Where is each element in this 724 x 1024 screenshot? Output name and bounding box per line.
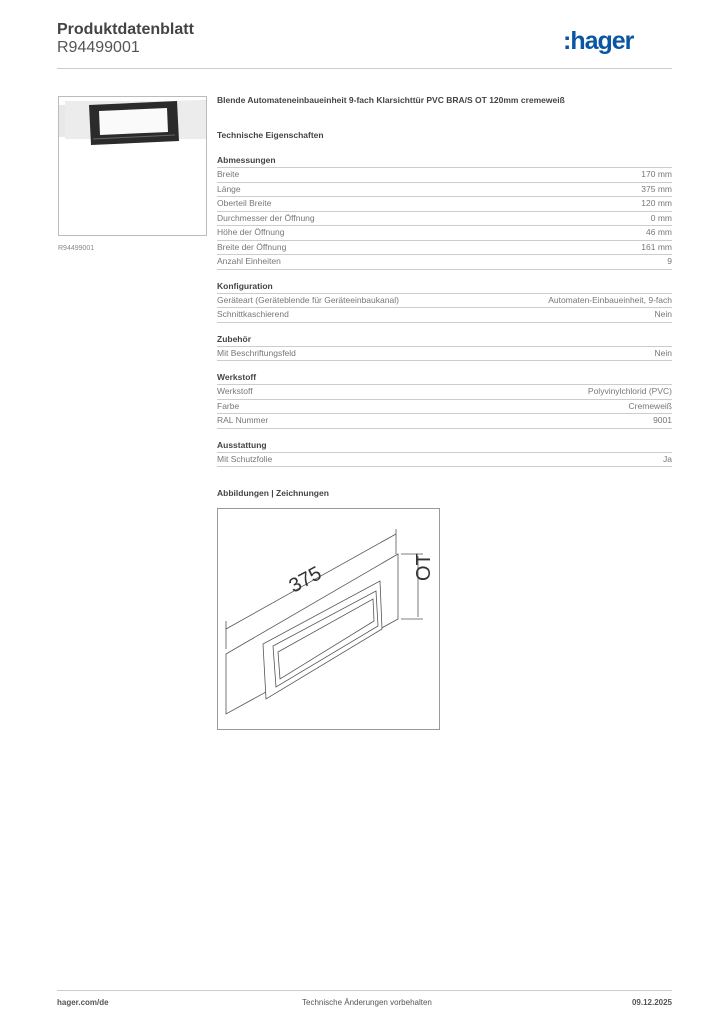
property-row [217, 453, 672, 468]
property-row [217, 183, 672, 198]
property-value: 46 mm [646, 227, 672, 237]
property-label: Geräteart (Geräteblende für Geräteeinbaukanal) [217, 294, 399, 305]
property-value: Cremeweiß [628, 400, 672, 411]
property-label: Werkstoff [217, 386, 253, 396]
property-row [217, 255, 672, 270]
section-heading: Konfiguration [217, 280, 672, 294]
section-heading: Werkstoff [217, 371, 672, 385]
footer-website[interactable]: hager.com/de [57, 998, 109, 1007]
property-label: Farbe [217, 400, 240, 411]
property-label: Breite [217, 169, 240, 179]
hager-logo: :hager [563, 27, 634, 55]
property-value: 170 mm [641, 169, 672, 179]
technical-drawing [217, 508, 440, 730]
section-zubehör [217, 333, 672, 362]
section-heading: Zubehör [217, 333, 672, 347]
property-value: 161 mm [641, 241, 672, 252]
property-label: Oberteil Breite [217, 198, 272, 208]
product-title: Blende Automateneinbaueinheit 9-fach Klarsichttür PVC BRA/S OT 120mm cremeweiß [217, 95, 565, 105]
property-label: Anzahl Einheiten [217, 256, 281, 266]
properties-panel [217, 95, 672, 498]
footer-divider [57, 990, 672, 991]
property-row [217, 197, 672, 212]
property-value: 120 mm [641, 198, 672, 208]
section-heading: Ausstattung [217, 439, 672, 453]
property-row [217, 308, 672, 323]
property-label: Höhe der Öffnung [217, 227, 285, 237]
property-row [217, 347, 672, 362]
property-value: Automaten-Einbaueinheit, 9-fach [548, 294, 672, 305]
property-row [217, 400, 672, 415]
page-title: Produktdatenblatt [57, 21, 194, 38]
property-row [217, 226, 672, 241]
product-code: R94499001 [57, 39, 140, 56]
property-label: Länge [217, 183, 241, 194]
property-label: RAL Nummer [217, 415, 269, 425]
property-row [217, 241, 672, 256]
property-value: 9 [667, 256, 672, 266]
property-value: Nein [654, 347, 672, 358]
product-photo [58, 96, 207, 236]
property-value: Ja [663, 453, 672, 464]
property-value: Polyvinylchlorid (PVC) [587, 386, 672, 396]
property-label: Mit Schutzfolie [217, 453, 273, 464]
footer-date: 09.12.2025 [631, 998, 672, 1007]
header-divider [57, 68, 672, 69]
property-label: Breite der Öffnung [217, 241, 287, 252]
property-label: Durchmesser der Öffnung [217, 212, 315, 223]
property-row [217, 294, 672, 309]
photo-caption: R94499001 [58, 245, 95, 252]
property-label: Mit Beschriftungsfeld [217, 347, 296, 358]
property-row [217, 385, 672, 400]
property-value: 9001 [653, 415, 672, 425]
property-row [217, 212, 672, 227]
height-dimension: OT [413, 553, 435, 581]
property-row [217, 168, 672, 183]
property-value: 375 mm [641, 183, 672, 194]
property-value: Nein [654, 309, 672, 319]
drawings-heading: Abbildungen | Zeichnungen [217, 488, 329, 498]
section-konfiguration [217, 280, 672, 323]
section-ausstattung [217, 439, 672, 468]
property-value: 0 mm [650, 212, 672, 223]
property-row [217, 414, 672, 429]
property-label: Schnittkaschierend [217, 309, 289, 319]
tech-heading: Technische Eigenschaften [217, 130, 324, 140]
section-werkstoff [217, 371, 672, 429]
property-sections [217, 154, 672, 467]
length-dimension: 375 [285, 562, 326, 598]
section-abmessungen [217, 154, 672, 270]
section-heading: Abmessungen [217, 154, 672, 168]
footer-disclaimer: Technische Änderungen vorbehalten [302, 998, 432, 1007]
